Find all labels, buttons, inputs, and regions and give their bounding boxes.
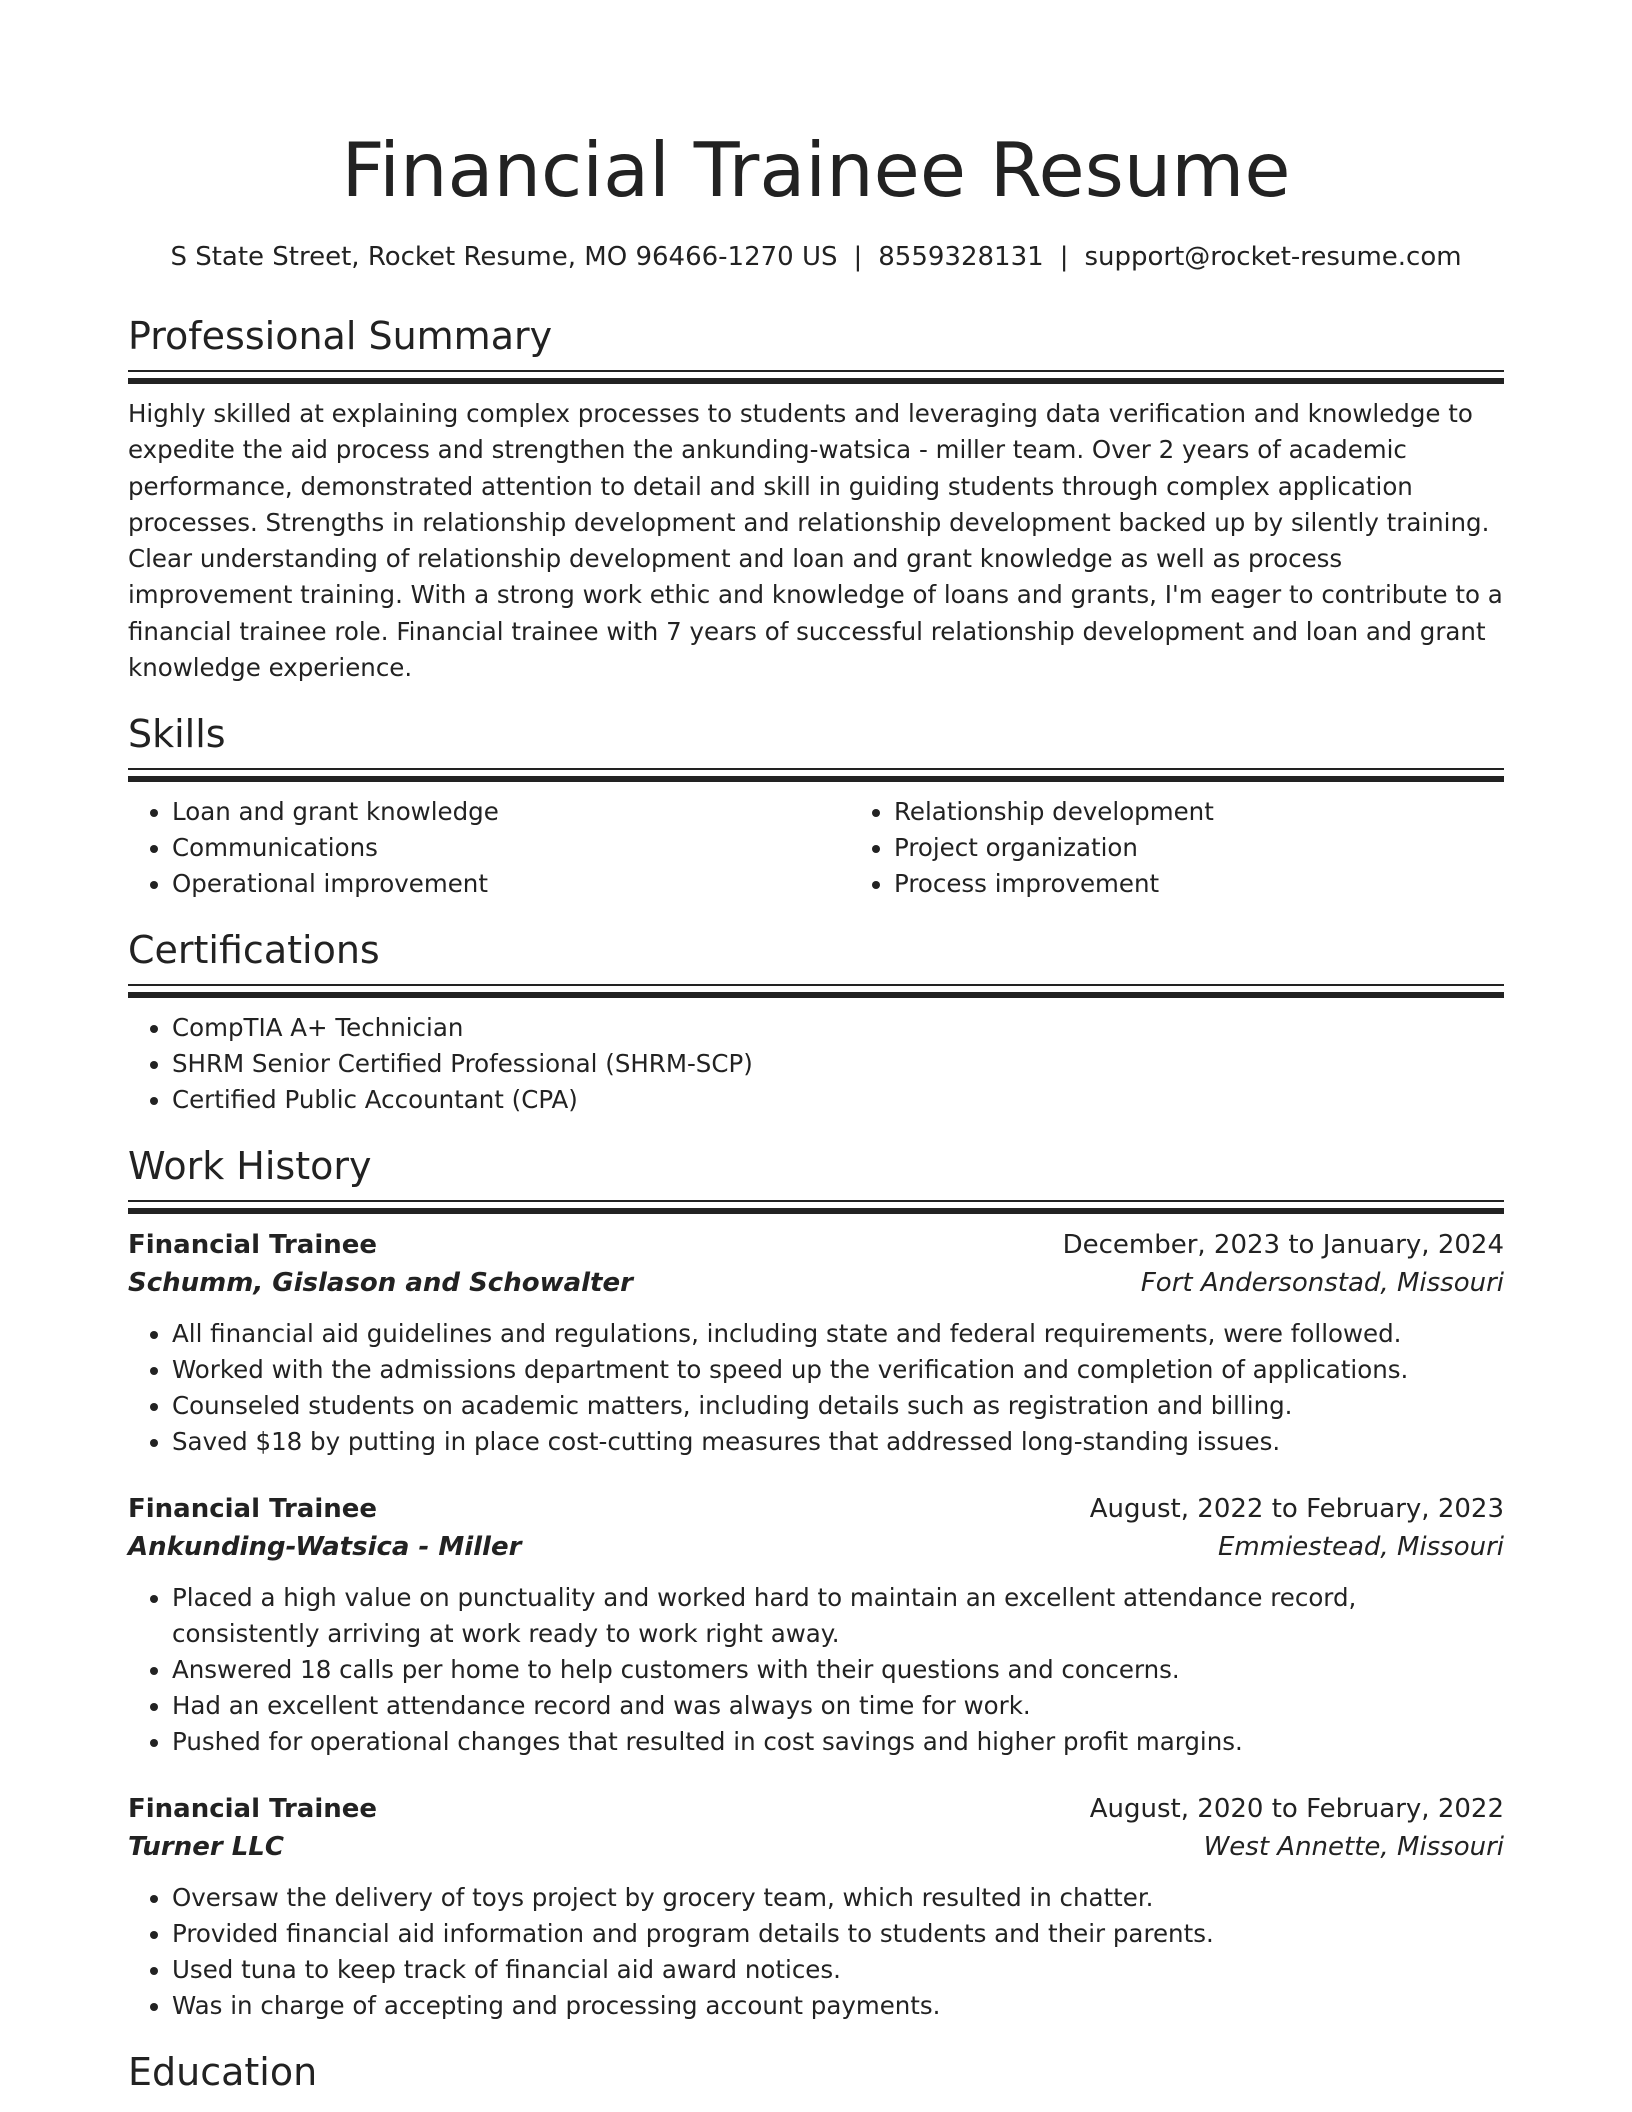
certifications-heading: Certifications [128, 928, 380, 973]
job-entry [128, 1490, 1504, 1760]
work-history-section [128, 1142, 1504, 2024]
job-header-row [128, 1790, 1504, 1828]
contact-line [128, 240, 1504, 274]
job-location: Fort Andersonstad, Missouri [1140, 1268, 1504, 1299]
certification-item: • Certified Public Accountant (CPA) [172, 1082, 1504, 1118]
job-title: Financial Trainee [128, 1794, 378, 1825]
job-bullet: • Saved $18 by putting in place cost-cutting measures that addressed long-standing issues. [172, 1424, 1504, 1460]
job-bullets [128, 1580, 1504, 1760]
job-company-row [128, 1528, 1504, 1566]
job-company: Schumm, Gislason and Schowalter [128, 1268, 633, 1299]
summary-heading: Professional Summary [128, 314, 553, 358]
job-header-row [128, 1490, 1504, 1528]
skill-item: • Communications [172, 830, 850, 866]
contact-separator: | [853, 242, 863, 272]
section-divider [128, 984, 1504, 998]
job-bullets [128, 1316, 1504, 1460]
job-company-row [128, 1264, 1504, 1302]
job-bullet: • Oversaw the delivery of toys project by grocery team, which resulted in chatter. [172, 1880, 1504, 1916]
job-entry [128, 1790, 1504, 2024]
work-history-heading: Work History [128, 1144, 372, 1189]
skill-item: • Process improvement [894, 866, 1572, 902]
job-dates: August, 2022 to February, 2023 [1089, 1494, 1504, 1525]
summary-section [128, 312, 1504, 686]
skills-heading: Skills [128, 712, 226, 757]
contact-phone: 8559328131 [878, 242, 1044, 272]
job-bullet: • Was in charge of accepting and processing account payments. [172, 1988, 1504, 2024]
certifications-list [128, 1010, 1504, 1118]
contact-address: S State Street, Rocket Resume, MO 96466-1270 US [170, 242, 838, 272]
education-heading: Education [128, 2050, 318, 2095]
skills-column-right [850, 794, 1572, 902]
skills-column-left [128, 794, 850, 902]
job-bullets [128, 1880, 1504, 2024]
resume-page [128, 0, 1504, 2096]
job-company: Ankunding-Watsica - Miller [128, 1532, 522, 1563]
job-dates: August, 2020 to February, 2022 [1089, 1794, 1504, 1825]
job-bullet: • Worked with the admissions department to speed up the verification and completion of applications. [172, 1352, 1504, 1388]
skill-item: • Relationship development [894, 794, 1572, 830]
skill-item: • Project organization [894, 830, 1572, 866]
job-bullet: • Had an excellent attendance record and was always on time for work. [172, 1688, 1504, 1724]
job-bullet: • Answered 18 calls per home to help customers with their questions and concerns. [172, 1652, 1504, 1688]
job-bullet: • All financial aid guidelines and regulations, including state and federal requirements, were followed. [172, 1316, 1504, 1352]
education-section [128, 2048, 1504, 2096]
job-header-row [128, 1226, 1504, 1264]
job-entry [128, 1226, 1504, 1460]
summary-text: Highly skilled at explaining complex processes to students and leveraging data verification and knowledge to expedite the aid process and strengthen the ankunding-watsica - miller team. Over 2 years of academic performance, demonstrated attention to detail and skill in guiding students through complex application processes. Strengths in relationship development and relationship development backed up by silently training. Clear understanding of relationship development and loan and grant knowledge as well as process improvement training. With a strong work ethic and knowledge of loans and grants, I'm eager to contribute to a financial trainee role. Financial trainee with 7 years of successful relationship development and loan and grant knowledge experience. [128, 399, 1503, 683]
job-title: Financial Trainee [128, 1494, 378, 1525]
certification-item: • SHRM Senior Certified Professional (SHRM-SCP) [172, 1046, 1504, 1082]
skill-item: • Loan and grant knowledge [172, 794, 850, 830]
section-divider [128, 370, 1504, 384]
resume-title: Financial Trainee Resume [341, 126, 1291, 214]
job-bullet: • Placed a high value on punctuality and worked hard to maintain an excellent attendance record, consistently arriving at work ready to work right away. [172, 1580, 1504, 1652]
contact-email: support@rocket-resume.com [1084, 242, 1462, 272]
certifications-section [128, 926, 1504, 1118]
skills-section [128, 710, 1504, 902]
certification-item: • CompTIA A+ Technician [172, 1010, 1504, 1046]
section-divider [128, 768, 1504, 782]
contact-separator: | [1059, 242, 1069, 272]
job-bullet: • Used tuna to keep track of financial aid award notices. [172, 1952, 1504, 1988]
section-divider [128, 1200, 1504, 1214]
job-bullet: • Counseled students on academic matters, including details such as registration and billing. [172, 1388, 1504, 1424]
job-bullet: • Provided financial aid information and program details to students and their parents. [172, 1916, 1504, 1952]
job-company: Turner LLC [128, 1832, 284, 1863]
job-dates: December, 2023 to January, 2024 [1062, 1230, 1504, 1261]
job-title: Financial Trainee [128, 1230, 378, 1261]
job-company-row [128, 1828, 1504, 1866]
skill-item: • Operational improvement [172, 866, 850, 902]
job-location: West Annette, Missouri [1203, 1832, 1504, 1863]
skills-grid [128, 794, 1504, 902]
job-bullet: • Pushed for operational changes that resulted in cost savings and higher profit margins. [172, 1724, 1504, 1760]
job-location: Emmiestead, Missouri [1217, 1532, 1504, 1563]
